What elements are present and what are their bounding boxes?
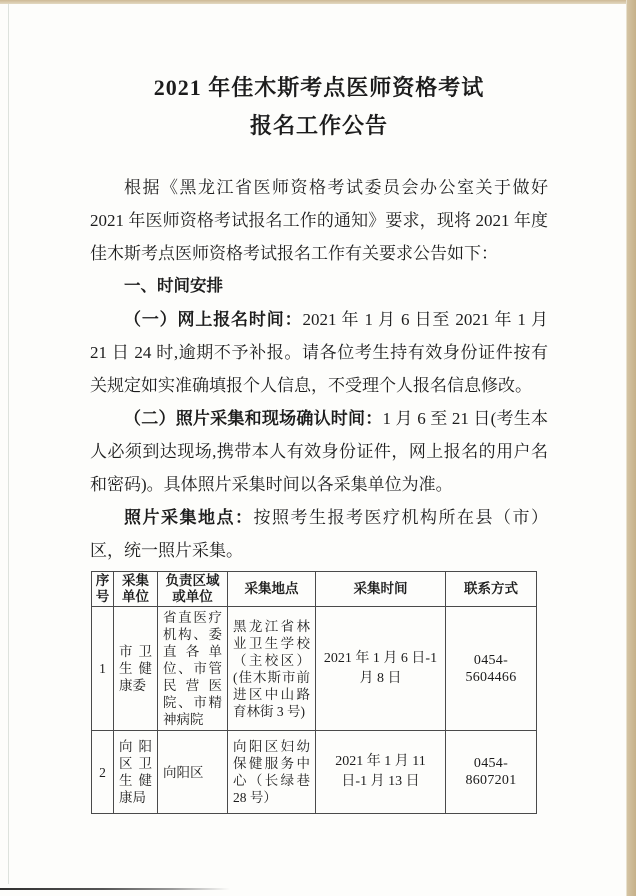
cell-serial: 1: [92, 607, 114, 731]
table-row: [92, 731, 537, 814]
section-heading-time-arrangement: 一、时间安排: [124, 277, 223, 295]
scan-artifact-bottom-line: [0, 888, 230, 890]
online-registration-label: （一）网上报名时间：: [124, 310, 303, 329]
cell-time: 2021 年 1 月 6 日-1 月 8 日: [316, 607, 446, 731]
cell-unit: 向阳区卫生健康局: [114, 731, 158, 814]
cell-contact: 0454-5604466: [446, 607, 537, 731]
cell-region: 向阳区: [158, 731, 228, 814]
photo-collection-table: [91, 571, 537, 814]
photo-location-label: 照片采集地点：: [124, 508, 254, 527]
col-header-serial: 序号: [92, 572, 114, 607]
photo-location-text: 按照考生报考医疗机构所在县（市）区，统一照片采集。: [90, 508, 548, 560]
document-title: [90, 69, 548, 145]
photo-confirmation-text: 1 月 6 至 21 日(考生本人必须到达现场,携带本人有效身份证件，网上报名的用户名和密码)。具体照片采集时间以各采集单位为准。: [90, 409, 548, 494]
cell-unit: 市卫生健康委: [114, 607, 158, 731]
cell-serial: 2: [92, 731, 114, 814]
title-line-1: 2021 年佳木斯考点医师资格考试: [153, 75, 485, 100]
col-header-time: 采集时间: [316, 572, 446, 607]
photo-confirmation-label: （二）照片采集和现场确认时间：: [124, 409, 383, 428]
cell-contact: 0454-8607201: [446, 731, 537, 814]
col-header-region: 负责区域或单位: [158, 572, 228, 607]
online-registration-text: 2021 年 1 月 6 日至 2021 年 1 月 21 日 24 时,逾期不予补报。请各位考生持有效身份证件按有关规定如实准确填报个人信息，不受理个人报名信息修改。: [90, 310, 548, 395]
col-header-unit: 采集单位: [114, 572, 158, 607]
cell-time: 2021 年 1 月 11 日-1 月 13 日: [316, 731, 446, 814]
table-header-row: [92, 572, 537, 607]
table-row: [92, 607, 537, 731]
title-line-2: 报名工作公告: [249, 113, 388, 138]
paragraph-photo-location: [90, 501, 548, 567]
paragraph-online-registration: [90, 303, 548, 402]
intro-paragraph: 根据《黑龙江省医师资格考试委员会办公室关于做好 2021 年医师资格考试报名工作的通知》要求，现将 2021 年度佳木斯考点医师资格考试报名工作有关要求公告如下：: [90, 178, 548, 263]
cell-region: 省直医疗机构、委直各单位、市管民营医院、市精神病院: [158, 607, 228, 731]
cell-location: 黑龙江省林业卫生学校（主校区）(佳木斯市前进区中山路育林街 3 号): [228, 607, 316, 731]
paragraph-photo-confirmation: [90, 402, 548, 501]
cell-location: 向阳区妇幼保健服务中心（长绿巷 28 号）: [228, 731, 316, 814]
col-header-contact: 联系方式: [446, 572, 537, 607]
col-header-location: 采集地点: [228, 572, 316, 607]
